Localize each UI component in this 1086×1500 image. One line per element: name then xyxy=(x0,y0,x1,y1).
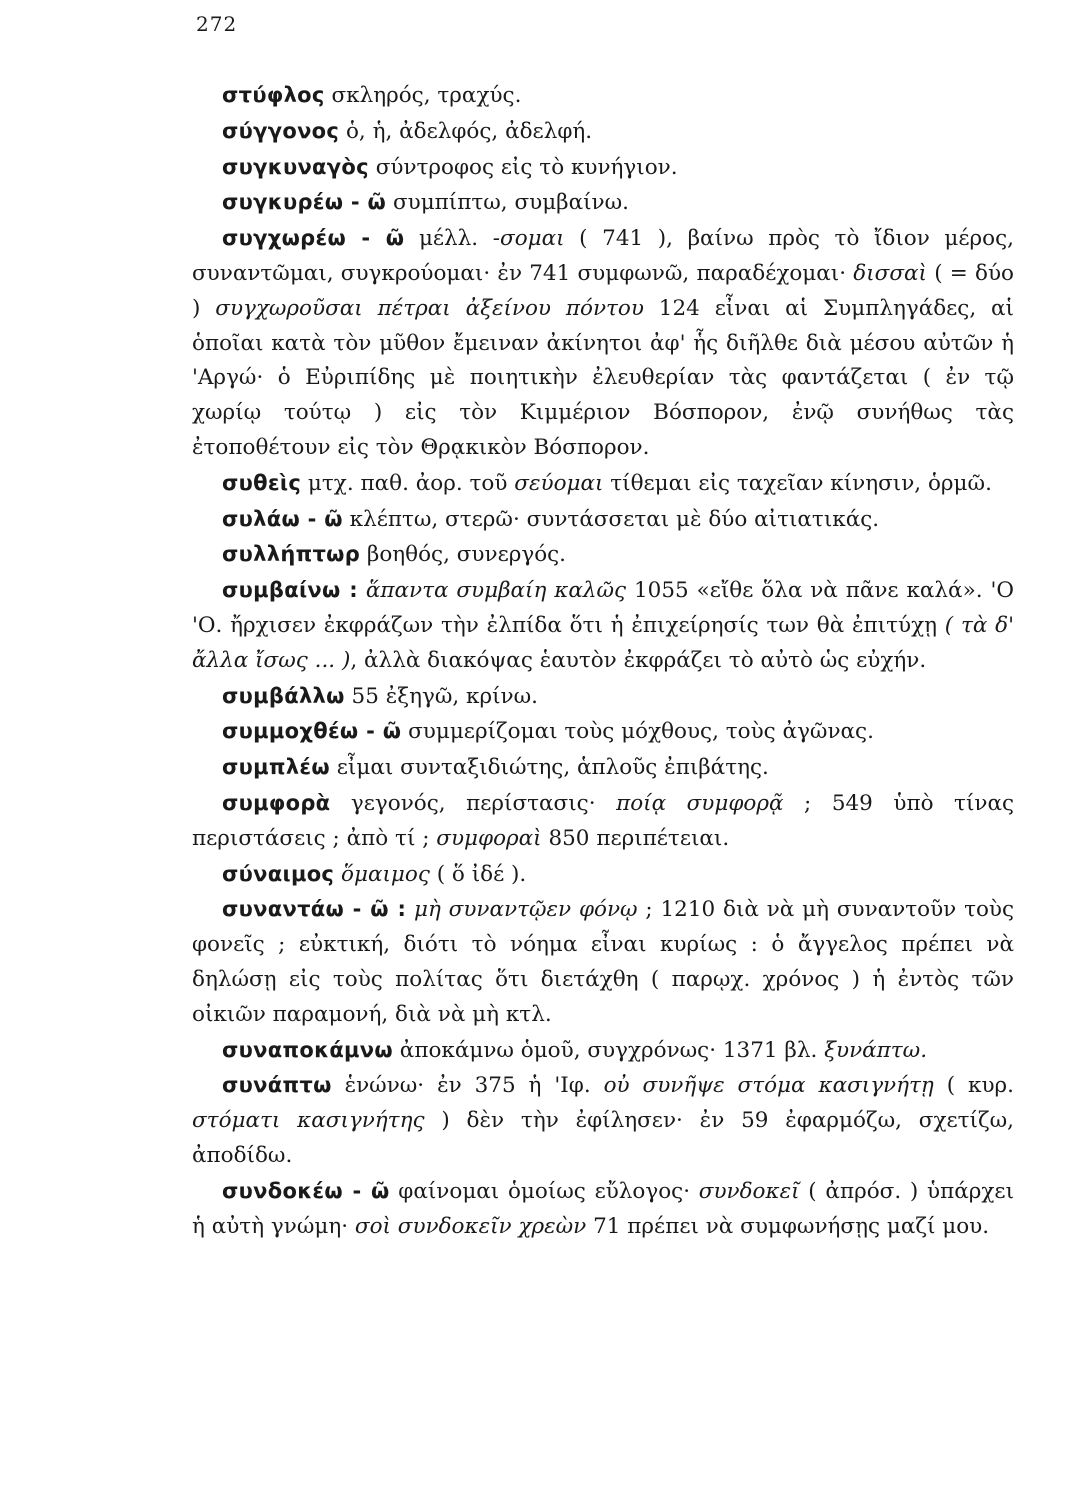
entry-definition: ἑνώνω· ἐν 375 ἡ 'Ιφ. xyxy=(331,1073,604,1099)
dictionary-entry xyxy=(192,466,1014,502)
entry-citation: δισσαὶ xyxy=(853,260,927,286)
entry-definition: ἀποκάμνω ὁμοῦ, συγχρόνως· 1371 βλ. xyxy=(392,1037,825,1063)
entry-headword: συλλήπτωρ xyxy=(222,542,361,567)
entry-definition: 55 ἐξηγῶ, κρίνω. xyxy=(344,683,538,709)
entry-headword: συμπλέω xyxy=(222,755,330,780)
dictionary-entry xyxy=(192,78,1014,114)
entry-headword: στύφλος xyxy=(222,83,325,107)
entry-definition xyxy=(334,862,341,887)
entry-definition: ὁ, ἡ, ἀδελφός, ἀδελφή. xyxy=(339,118,593,144)
dictionary-entry xyxy=(192,1068,1014,1173)
entry-definition: συμμερίζομαι τοὺς μόχθους, τοὺς ἀγῶνας. xyxy=(401,719,874,745)
entry-citation: συνδοκεῖ xyxy=(698,1178,800,1204)
entry-definition: βοηθός, συνεργός. xyxy=(360,542,567,568)
entry-definition: ( ἀπρόσ. ) ὑπάρχει ἡ αὐτὴ γνώμη· xyxy=(192,1178,1014,1239)
entry-definition xyxy=(406,897,414,922)
dictionary-entry xyxy=(192,150,1014,186)
entry-citation: μὴ συναντῷεν φόνῳ xyxy=(414,897,638,923)
entry-headword: συγχωρέω - ῶ xyxy=(222,226,405,251)
dictionary-entry xyxy=(192,185,1014,221)
entry-headword: συναντάω - ῶ : xyxy=(222,897,407,922)
dictionary-entry xyxy=(192,750,1014,786)
entry-definition: , ἀλλὰ διακόψας ἑαυτὸν ἐκφράζει τὸ αὐτὸ ὡς εὐχήν. xyxy=(350,647,927,673)
entry-definition: μτχ. παθ. ἀορ. τοῦ xyxy=(301,470,515,496)
entry-headword: συθεὶς xyxy=(222,470,302,495)
entry-list xyxy=(192,78,1014,1244)
entry-citation: ποίᾳ συμφορᾷ xyxy=(616,790,784,816)
entry-definition: γεγονός, περίστασις· xyxy=(330,790,617,816)
entry-definition: κλέπτω, στερῶ· συντάσσεται μὲ δύο αἰτιατικάς. xyxy=(342,506,880,532)
dictionary-entry xyxy=(192,1033,1014,1069)
entry-headword: συμμοχθέω - ῶ xyxy=(222,719,402,744)
dictionary-entry xyxy=(192,892,1014,1032)
entry-citation: οὐ συνῆψε στόμα κασιγνήτῃ xyxy=(603,1073,934,1099)
entry-definition: 1055 «εἴθε ὅλα νὰ πᾶνε καλά». 'Ο 'Ο. ἤρχισεν ἐκφράζων τὴν ἐλπίδα ὅτι ἡ ἐπιχείρησίς των θὰ ἐπιτύχῃ xyxy=(192,578,1014,638)
dictionary-entry xyxy=(192,857,1014,893)
entry-headword: συμφορὰ xyxy=(222,790,331,815)
entry-headword: συγκυναγὸς xyxy=(222,154,369,179)
dictionary-entry xyxy=(192,573,1014,678)
entry-definition: ( κυρ. xyxy=(933,1073,1014,1099)
entry-definition: ( ὅ ἰδέ ). xyxy=(429,861,527,887)
entry-citation: ( τὰ δ' ἄλλα ἴσως ... ) xyxy=(192,612,1015,673)
entry-definition: συμπίπτω, συμβαίνω. xyxy=(386,190,629,216)
entry-definition: ; 549 ὑπὸ τίνας περιστάσεις ; ἀπὸ τί ; xyxy=(192,790,1015,851)
dictionary-entry xyxy=(192,679,1014,715)
page-number: 272 xyxy=(196,12,238,36)
entry-citation: -σομαι xyxy=(492,226,565,252)
entry-citation: σοὶ συνδοκεῖν χρεὼν xyxy=(354,1213,587,1239)
entry-definition: σκληρός, τραχύς. xyxy=(324,83,522,108)
entry-definition: ( = δύο ) xyxy=(192,260,1014,321)
entry-citation: συγχωροῦσαι πέτραι ἀξείνου πόντου xyxy=(215,295,644,321)
entry-citation: ξυνάπτω. xyxy=(824,1037,928,1063)
dictionary-entry xyxy=(192,714,1014,750)
entry-definition: μέλλ. xyxy=(404,226,493,252)
dictionary-entry xyxy=(192,537,1014,573)
entry-headword: συλάω - ῶ xyxy=(222,506,343,531)
entry-definition: 71 πρέπει νὰ συμφωνήσῃς μαζί μου. xyxy=(586,1213,990,1239)
entry-definition: 850 περιπέτειαι. xyxy=(541,825,730,851)
entry-headword: σύγγονος xyxy=(222,118,340,143)
entry-definition: σύντροφος εἰς τὸ κυνήγιον. xyxy=(368,154,678,180)
entry-citation: ἅπαντα συμβαίη καλῶς xyxy=(365,578,627,604)
entry-citation: συμφοραὶ xyxy=(436,825,542,851)
entry-headword: συγκυρέω - ῶ xyxy=(222,190,387,215)
entry-headword: σύναιμος xyxy=(222,861,335,886)
entry-definition: 124 εἶναι αἱ Συμπληγάδες, αἱ ὁποῖαι κατὰ τὸν μῦθον ἔμειναν ἀκίνητοι ἀφ' ἧς διῆλθε διὰ μέσου αὐτῶν ἡ 'Αργώ· ὁ Εὐριπίδης μὲ ποιητικὴν ἐλευθερίαν τὰς φαντάζεται ( ἐν τῷ χωρίῳ τούτῳ ) εἰς τὸν Κιμμέριον Βόσπορον, ἐνῷ συνήθως τὰς ἐτοποθέτουν εἰς τὸν Θρᾳκικὸν Βόσπορον. xyxy=(192,295,1014,460)
entry-definition: ) δὲν τὴν ἐφίλησεν· ἐν 59 ἐφαρμόζω, σχετίζω, ἀποδίδω. xyxy=(192,1108,1014,1168)
entry-citation: ὅμαιμος xyxy=(341,861,430,887)
entry-definition xyxy=(358,578,366,603)
entry-definition: τίθεμαι εἰς ταχεῖαν κίνησιν, ὁρμῶ. xyxy=(603,470,992,496)
entry-citation: στόματι κασιγνήτης xyxy=(192,1108,425,1134)
entry-headword: συμβαίνω : xyxy=(222,578,358,603)
entry-definition: ( 741 ), βαίνω πρὸς τὸ ἴδιον μέρος, συναντῶμαι, συγκρούομαι· ἐν 741 συμφωνῶ, παραδέχομαι· xyxy=(192,226,1014,286)
entry-definition: ; 1210 διὰ νὰ μὴ συναντοῦν τοὺς φονεῖς ; εὐκτική, διότι τὸ νόημα εἶναι κυρίως : ὁ ἄγγελος πρέπει νὰ δηλώσῃ εἰς τοὺς πολίτας ὅτι διετάχθη ( παρῳχ. χρόνος ) ἡ ἐντὸς τῶν οἰκιῶν παραμονή, διὰ νὰ μὴ κτλ. xyxy=(192,897,1015,1027)
entry-headword: συναποκάμνω xyxy=(222,1037,393,1062)
entry-definition: φαίνομαι ὁμοίως εὔλογος· xyxy=(389,1178,699,1204)
entry-headword: συνδοκέω - ῶ xyxy=(222,1178,390,1203)
dictionary-entry xyxy=(192,786,1014,857)
entry-definition: εἶμαι συνταξιδιώτης, ἁπλοῦς ἐπιβάτης. xyxy=(329,755,769,781)
entry-headword: συνάπτω xyxy=(222,1073,332,1098)
dictionary-entry xyxy=(192,221,1014,466)
entry-headword: συμβάλλω xyxy=(222,683,345,708)
dictionary-entry xyxy=(192,502,1014,538)
dictionary-entry xyxy=(192,1174,1014,1245)
dictionary-entry xyxy=(192,114,1014,150)
entry-citation: σεύομαι xyxy=(514,470,604,496)
